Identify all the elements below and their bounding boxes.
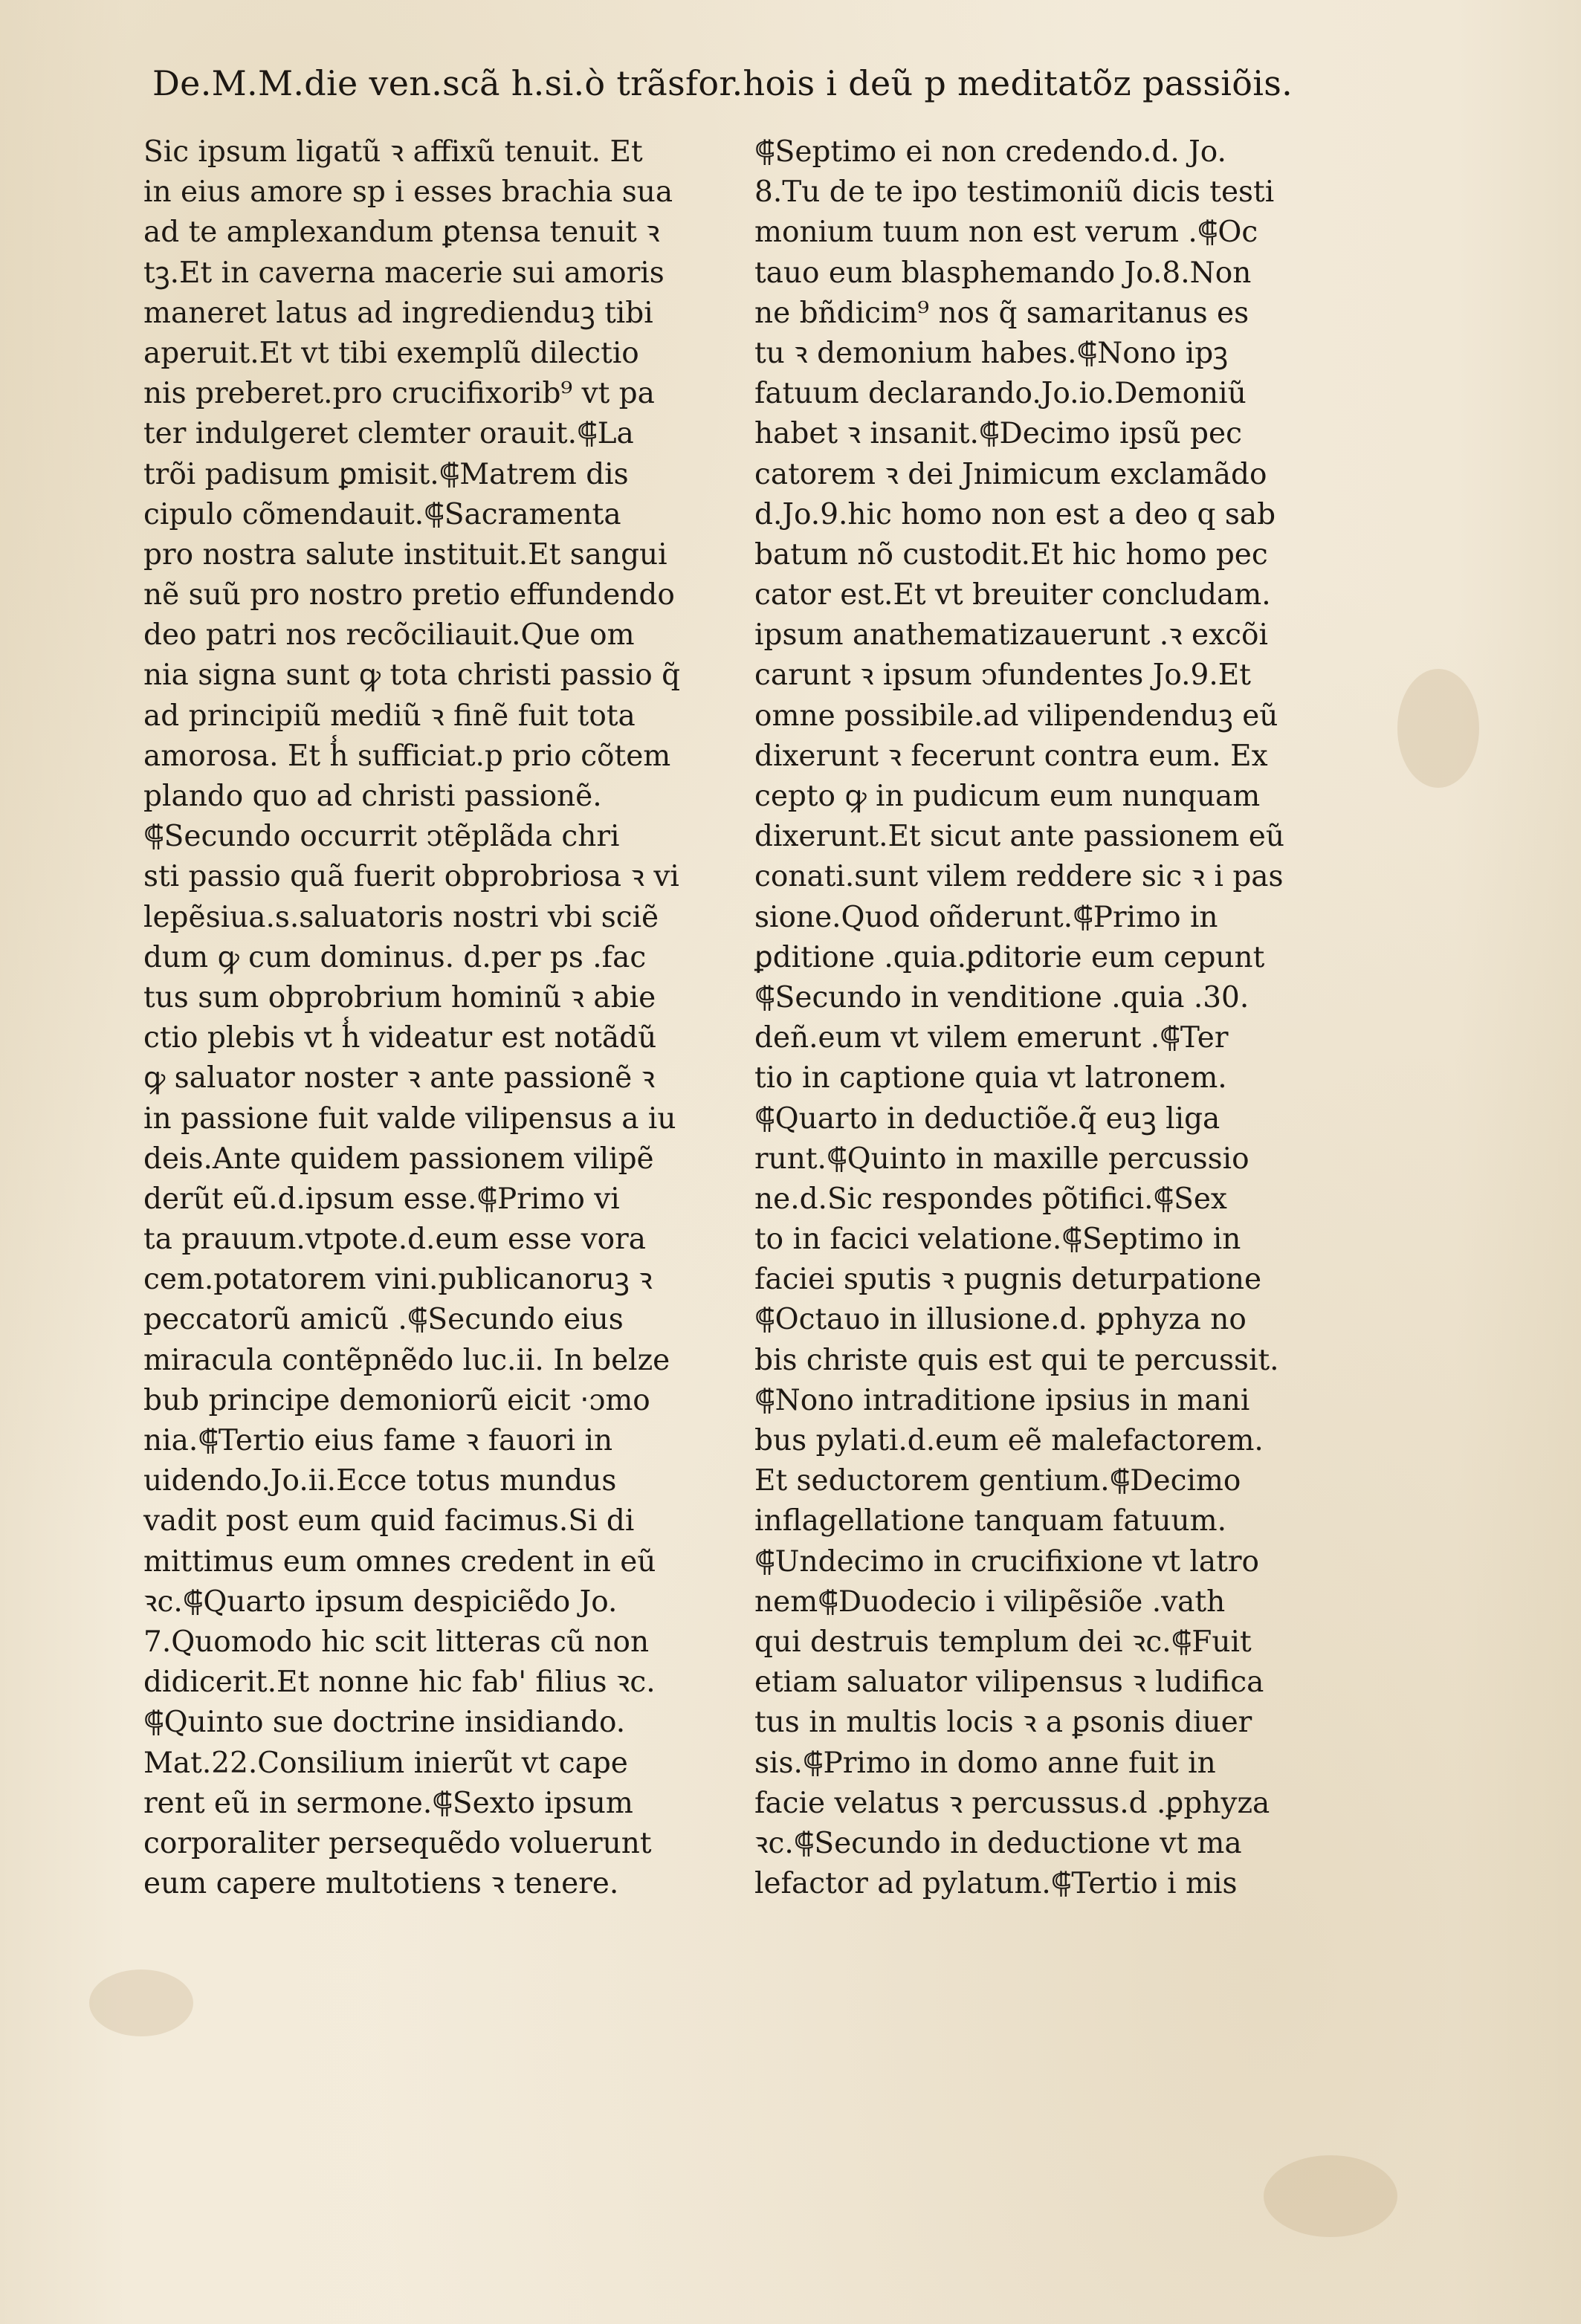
text-line: Mat.22.Consilium inierũt vt cape — [143, 1746, 628, 1780]
text-line: ꝙ saluator noster ꝛ ante passionẽ ꝛ — [143, 1061, 656, 1095]
text-line: runt.⸿Quinto in maxille percussio — [754, 1142, 1249, 1176]
text-line: cem.potatorem vini.publicanoruꝫ ꝛ — [143, 1263, 653, 1297]
text-line: ⸿Undecimo in crucifixione vt latro — [754, 1544, 1259, 1579]
text-line: ꝛc.⸿Secundo in deductione vt ma — [754, 1826, 1242, 1860]
text-line: ⸿Nono intraditione ipsius in mani — [754, 1383, 1250, 1417]
text-line: tu ꝛ demonium habes.⸿Nono ipꝫ — [754, 336, 1229, 370]
text-line: deo patri nos recõciliauit.Que om — [143, 618, 635, 653]
text-line: rent eũ in sermone.⸿Sexto ipsum — [143, 1786, 633, 1820]
text-line: omne possibile.ad vilipendenduꝫ eũ — [754, 699, 1278, 733]
text-line: conati.sunt vilem reddere sic ꝛ i pas — [754, 860, 1284, 894]
text-column-right — [754, 132, 1349, 1904]
text-line: ⸿Quinto sue doctrine insidiando. — [143, 1706, 626, 1740]
text-line: inflagellatione tanquam fatuum. — [754, 1504, 1227, 1538]
text-line: tus in multis locis ꝛ a ꝑsonis diuer — [754, 1706, 1252, 1740]
text-line: Sic ipsum ligatũ ꝛ affixũ tenuit. Et — [143, 135, 643, 169]
text-line: 7.Quomodo hic scit litteras cũ non — [143, 1625, 650, 1659]
text-line: tauo eum blasphemando Jo.8.Non — [754, 256, 1252, 290]
text-column-left — [143, 132, 738, 1904]
text-line: nia signa sunt ꝙ tota christi passio q̃ — [143, 658, 681, 693]
text-line: ad te amplexandum ꝑtensa tenuit ꝛ — [143, 216, 660, 250]
text-line: pro nostra salute instituit.Et sangui — [143, 537, 667, 572]
text-line: ⸿Secundo in venditione .quia .30. — [754, 980, 1249, 1014]
text-line: nẽ suũ pro nostro pretio effundendo — [143, 578, 675, 612]
text-line: cepto ꝙ in pudicum eum nunquam — [754, 780, 1261, 813]
running-head: De.M.M.die ven.scã h.si.ò trãsfor.hois i deũ p meditatõz passiõis. — [152, 63, 1293, 103]
text-line: didicerit.Et nonne hic fab' filius ꝛc. — [143, 1666, 656, 1700]
text-line: cator est.Et vt breuiter concludam. — [754, 578, 1271, 612]
text-line: fatuum declarando.Jo.io.Demoniũ — [754, 377, 1247, 411]
text-line: lefactor ad pylatum.⸿Tertio i mis — [754, 1867, 1238, 1901]
paper-stain — [1397, 669, 1479, 788]
text-line: nis preberet.pro crucifixorib⁹ vt pa — [143, 377, 655, 411]
text-line: facie velatus ꝛ percussus.d .ꝑphyza — [754, 1786, 1270, 1820]
text-line: in passione fuit valde vilipensus a iu — [143, 1101, 676, 1136]
text-line: Et seductorem gentium.⸿Decimo — [754, 1464, 1241, 1498]
text-line: carunt ꝛ ipsum ↄfundentes Jo.9.Et — [754, 658, 1251, 693]
text-line: maneret latus ad ingredienduꝫ tibi — [143, 296, 653, 330]
text-line: faciei sputis ꝛ pugnis deturpatione — [754, 1263, 1262, 1297]
text-line: habet ꝛ insanit.⸿Decimo ipsũ pec — [754, 417, 1242, 451]
text-line: qui destruis templum dei ꝛc.⸿Fuit — [754, 1625, 1252, 1659]
text-line: d.Jo.9.hic homo non est a deo q sab — [754, 497, 1276, 531]
text-line: nem⸿Duodecio i vilipẽsiõe .vath — [754, 1585, 1226, 1619]
text-line: bub principe demoniorũ eicit ‧ɔmo — [143, 1383, 650, 1417]
text-line: eum capere multotiens ꝛ tenere. — [143, 1867, 619, 1901]
text-line: dixerunt ꝛ fecerunt contra eum. Ex — [754, 739, 1268, 773]
text-line: sti passio quã fuerit obprobriosa ꝛ vi — [143, 860, 679, 894]
text-line: in eius amore sp i esses brachia sua — [143, 175, 673, 210]
text-line: ctio plebis vt h̾ videatur est notãdũ — [143, 1021, 657, 1055]
text-line: ne.d.Sic respondes põtifici.⸿Sex — [754, 1182, 1227, 1216]
text-line: to in facici velatione.⸿Septimo in — [754, 1223, 1241, 1257]
text-line: ⸿Secundo occurrit ↄtẽplãda chri — [143, 820, 620, 854]
paper-stain — [1264, 2155, 1397, 2237]
text-line: derũt eũ.d.ipsum esse.⸿Primo vi — [143, 1182, 620, 1216]
text-line: deñ.eum vt vilem emerunt .⸿Ter — [754, 1021, 1229, 1055]
text-line: monium tuum non est verum .⸿Oc — [754, 216, 1258, 250]
text-line: ꝑditione .quia.ꝑditorie eum cepunt — [754, 940, 1265, 974]
text-line: ne bñdicim⁹ nos q̃ samaritanus es — [754, 296, 1249, 330]
text-line: uidendo.Jo.ii.Ecce totus mundus — [143, 1464, 617, 1498]
text-line: ter indulgeret clemter orauit.⸿La — [143, 417, 634, 451]
text-line: dum ꝙ cum dominus. d.per ps .fac — [143, 940, 647, 974]
text-line: batum nõ custodit.Et hic homo pec — [754, 537, 1268, 572]
text-line: etiam saluator vilipensus ꝛ ludifica — [754, 1666, 1264, 1700]
text-line: ⸿Quarto in deductiõe.q̃ euꝫ liga — [754, 1101, 1220, 1136]
text-line: amorosa. Et h̾ sufficiat.p prio cõtem — [143, 739, 671, 773]
text-line: aperuit.Et vt tibi exemplũ dilectio — [143, 336, 639, 370]
text-line: corporaliter persequẽdo voluerunt — [143, 1826, 652, 1860]
text-line: sione.Quod oñderunt.⸿Primo in — [754, 900, 1218, 934]
text-line: tus sum obprobrium hominũ ꝛ abie — [143, 980, 656, 1014]
text-line: cipulo cõmendauit.⸿Sacramenta — [143, 497, 621, 531]
text-line: nia.⸿Tertio eius fame ꝛ fauori in — [143, 1424, 613, 1457]
text-line: plando quo ad christi passionẽ. — [143, 780, 602, 813]
text-line: ipsum anathematizauerunt .ꝛ excõi — [754, 618, 1268, 653]
text-line: ad principiũ mediũ ꝛ finẽ fuit tota — [143, 699, 636, 733]
text-line: bus pylati.d.eum eẽ malefactorem. — [754, 1424, 1264, 1457]
text-line: ⸿Octauo in illusione.d. ꝑphyza no — [754, 1303, 1247, 1337]
text-line: trõi padisum ꝑmisit.⸿Matrem dis — [143, 457, 629, 491]
text-line: 8.Tu de te ipo testimoniũ dicis testi — [754, 175, 1275, 210]
text-line: dixerunt.Et sicut ante passionem eũ — [754, 820, 1285, 854]
text-line: mittimus eum omnes credent in eũ — [143, 1544, 656, 1579]
text-line: vadit post eum quid facimus.Si di — [143, 1504, 635, 1538]
text-line: tio in captione quia vt latronem. — [754, 1061, 1227, 1095]
text-line: tꝫ.Et in caverna macerie sui amoris — [143, 256, 665, 290]
text-line: lepẽsiua.s.saluatoris nostri vbi sciẽ — [143, 900, 659, 934]
text-line: ⸿Septimo ei non credendo.d. Jo. — [754, 135, 1226, 169]
text-line: deis.Ante quidem passionem vilipẽ — [143, 1142, 654, 1176]
text-line: catorem ꝛ dei Jnimicum exclamãdo — [754, 457, 1267, 491]
paper-stain — [89, 1969, 193, 2036]
text-line: sis.⸿Primo in domo anne fuit in — [754, 1746, 1216, 1780]
text-line: bis christe quis est qui te percussit. — [754, 1343, 1279, 1377]
text-line: peccatorũ amicũ .⸿Secundo eius — [143, 1303, 624, 1337]
text-line: ta prauum.vtpote.d.eum esse vora — [143, 1223, 647, 1257]
text-line: miracula contẽpnẽdo luc.ii. In belze — [143, 1343, 670, 1377]
text-line: ꝛc.⸿Quarto ipsum despiciẽdo Jo. — [143, 1585, 618, 1619]
